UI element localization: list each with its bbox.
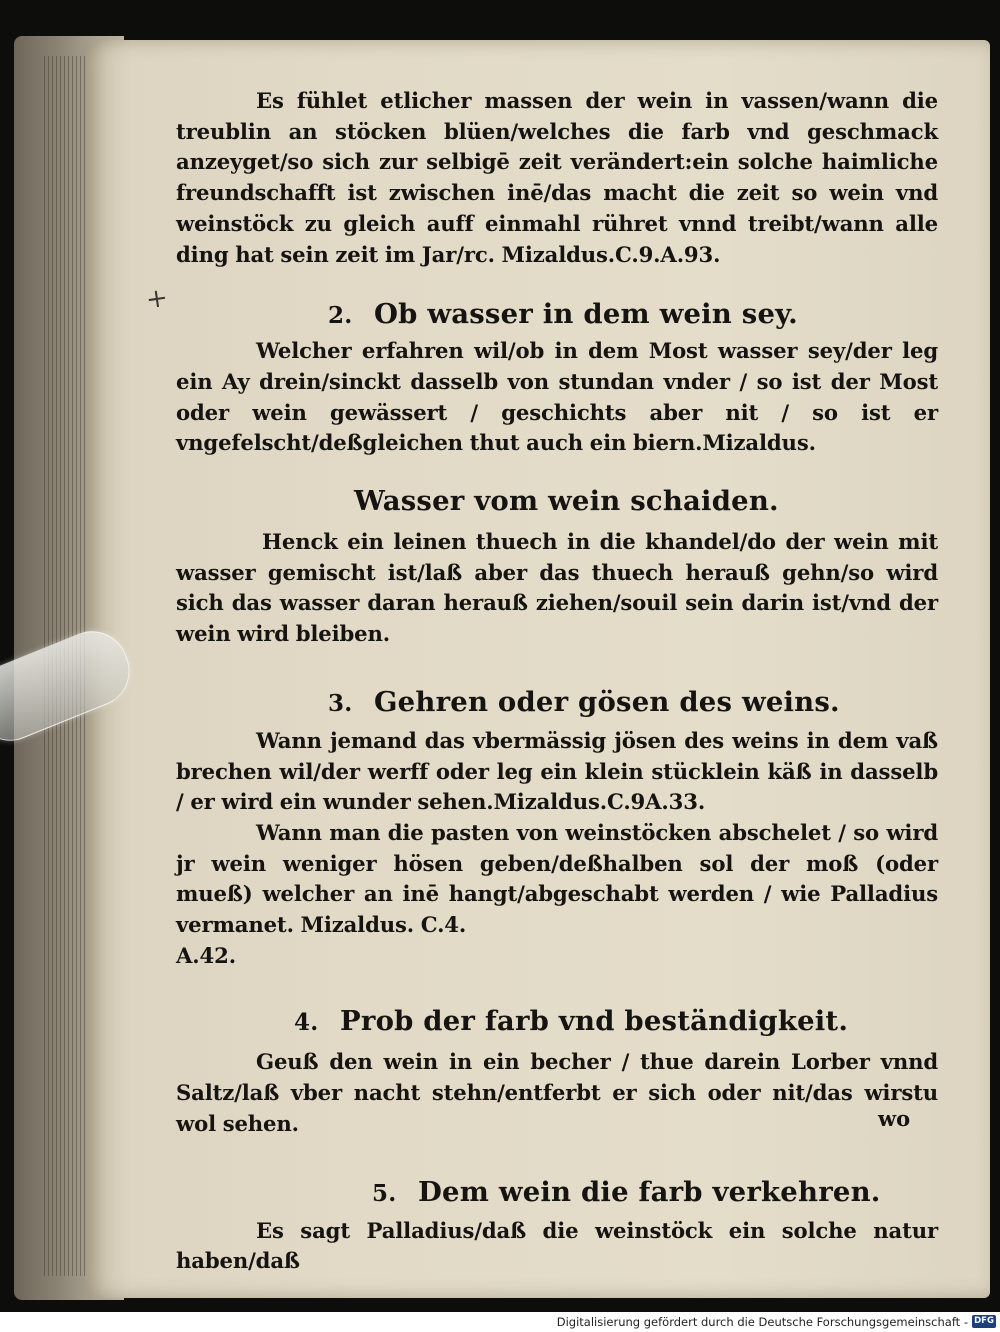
heading-3-number: 3. — [328, 689, 353, 717]
page-text-block — [176, 86, 938, 1277]
dfg-logo-icon[interactable]: DFG — [972, 1315, 996, 1328]
footer-bar — [0, 1312, 1000, 1332]
heading-3 — [176, 650, 938, 726]
heading-5 — [176, 1140, 938, 1216]
paragraph-1: Es fühlet etlicher massen der wein in vassen/wann die treublin an stöcken blüen/welches die farb vnd geschmack anzeyget/so sich zur selbigē zeit verändert:ein solche haimliche freundschafft ist zwischen inē/das macht die zeit so wein vnd weinstöck zu gleich auff einmahl rühret vnnd treibt/wann alle ding hat sein zeit im Jar/rc. Mizaldus.C.9.A.93. — [176, 88, 938, 267]
catchword: wo — [878, 1106, 911, 1131]
paragraph-5: Geuß den wein in ein becher / thue darein Lorber vnnd Saltz/laß vber nacht stehn/entferbt er sich oder nit/das wirstu wol sehen. — [176, 1049, 938, 1136]
heading-2 — [176, 270, 938, 336]
margin-mark: + — [144, 282, 170, 316]
heading-2-title: Ob wasser in dem wein sey. — [374, 298, 798, 331]
paragraph-4b: Wann man die pasten von weinstöcken abschelet / so wird jr wein weniger hösen geben/deßhalben sol der moß (oder mueß) welcher an inē hangt/abgeschabt werden / wie Palladius vermanet. Mizaldus. C.4. — [176, 819, 938, 938]
footer-credit: Digitalisierung gefördert durch die Deutsche Forschungsgemeinschaft - — [556, 1315, 968, 1329]
heading-4-title: Prob der farb vnd beständigkeit. — [340, 1005, 849, 1038]
paragraph-6: Es sagt Palladius/daß die weinstöck ein solche natur haben/daß — [176, 1217, 938, 1274]
paragraph-3: Henck ein leinen thuech in die khandel/do der wein mit wasser gemischt ist/laß aber das thuech herauß gehn/so wird sich das wasser daran herauß ziehen/souil sein darin ist/vnd der wein wird bleiben. — [176, 529, 938, 647]
heading-5-number: 5. — [372, 1179, 397, 1207]
heading-5-title: Dem wein die farb verkehren. — [418, 1175, 881, 1208]
paragraph-2: Welcher erfahren wil/ob in dem Most wasser sey/der leg ein Ay drein/sinckt dasselb von stundan vnder / so ist der Most oder wein gewässert / geschichts aber nit / so ist er vngefelscht/deßgleichen thut auch ein biern.Mizaldus. — [176, 338, 938, 456]
paragraph-4a: Wann jemand das vbermässig jösen des weins in dem vaß brechen wil/der werff oder leg ein klein stücklein käß in dasselb / er wird ein wunder sehen.Mizaldus.C.9A.33. — [176, 727, 938, 815]
heading-wasser — [176, 459, 938, 527]
heading-4 — [176, 971, 938, 1047]
heading-4-number: 4. — [294, 1009, 319, 1037]
paragraph-4c: A.42. — [176, 942, 236, 968]
heading-3-title: Gehren oder gösen des weins. — [374, 685, 840, 718]
heading-wasser-title: Wasser vom wein schaiden. — [354, 485, 779, 518]
heading-2-number: 2. — [328, 302, 353, 330]
